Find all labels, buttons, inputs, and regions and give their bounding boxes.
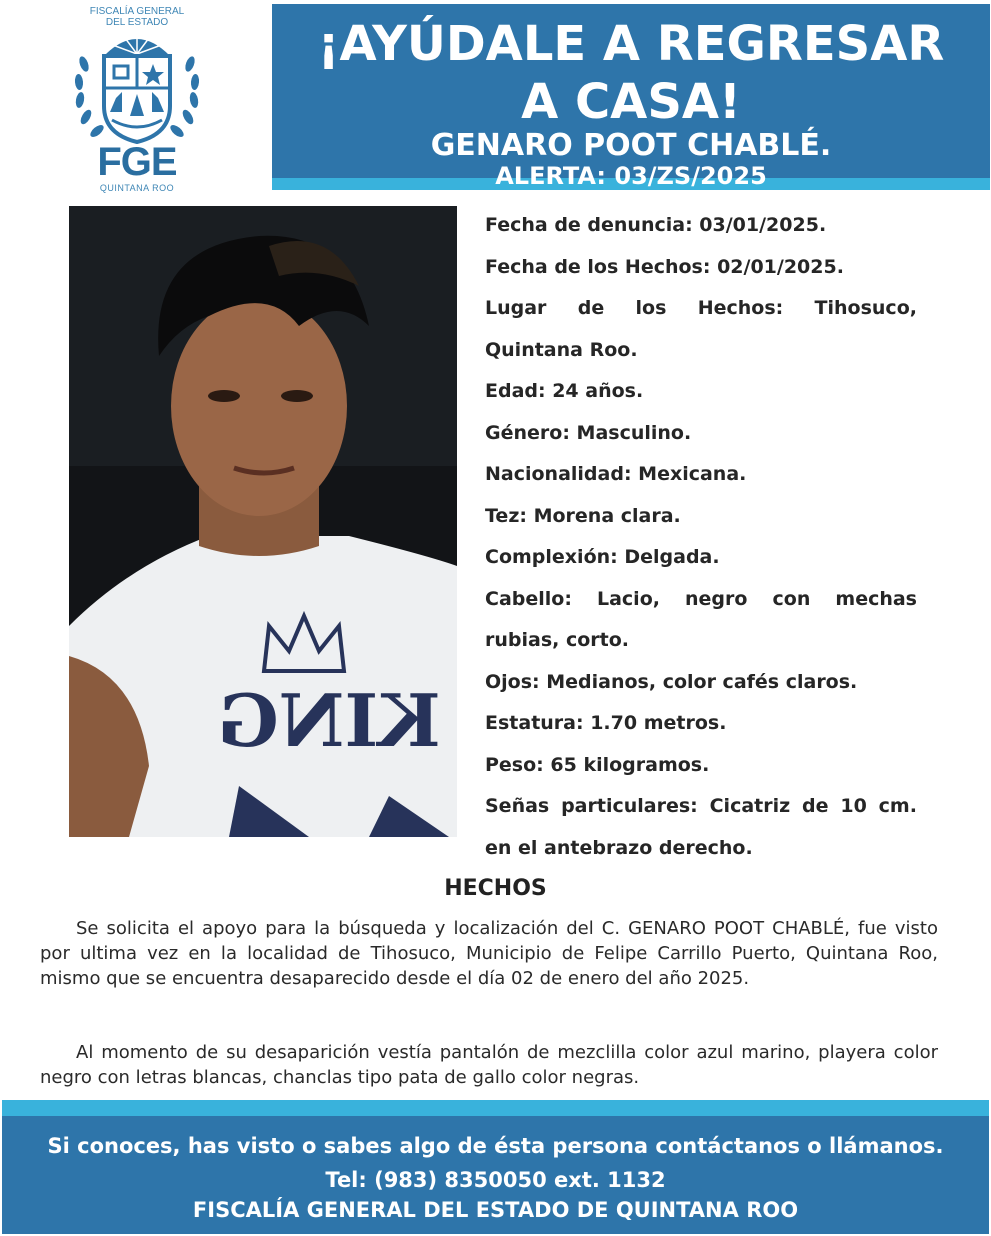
detail-lugar-word: Tihosuco, (814, 297, 917, 319)
detail-lugar-cont: Quintana Roo. (485, 338, 638, 361)
detail-nacionalidad: Nacionalidad: Mexicana. (485, 463, 747, 485)
detail-cabello-word: negro (685, 587, 748, 610)
headline-line2: A CASA! (521, 74, 741, 130)
footer-phone: Tel: (983) 8350050 ext. 1132 (325, 1168, 666, 1192)
person-photo (69, 206, 457, 837)
header-banner (272, 4, 990, 188)
hechos-paragraph-2: Al momento de su desaparición vestía pantalón de mezclilla color azul marino, playera color negro con letras blancas, chanclas tipo pata de gallo color negras. (40, 1042, 938, 1088)
shirt-text: KING (217, 678, 441, 763)
detail-senas-word: 10 (840, 795, 867, 817)
detail-ojos: Ojos: Medianos, color cafés claros. (485, 670, 858, 693)
missing-person-name: GENARO POOT CHABLÉ. (430, 128, 832, 163)
alert-number: ALERTA: 03/ZS/2025 (495, 162, 767, 190)
detail-lugar-word: Hechos: (697, 297, 784, 319)
detail-senas-word: particulares: (561, 795, 698, 817)
fge-logo (64, 6, 210, 192)
hechos-heading: HECHOS (444, 876, 547, 901)
detail-senas-word: de (802, 795, 829, 817)
detail-cabello-word: Lacio, (596, 587, 660, 610)
logo-state: QUINTANA ROO (99, 183, 175, 193)
person-photo-illustration (69, 206, 457, 837)
detail-senas-word: Señas (485, 795, 550, 817)
detail-cabello (485, 579, 917, 621)
detail-lugar (485, 288, 917, 330)
logo-top-line2: DEL ESTADO (105, 17, 169, 28)
detail-senas-word: cm. (878, 795, 917, 817)
detail-lugar-word: los (635, 297, 667, 319)
detail-fecha-denuncia: Fecha de denuncia: 03/01/2025. (485, 214, 827, 236)
footer-agency: FISCALÍA GENERAL DEL ESTADO DE QUINTANA ROO (192, 1198, 799, 1222)
detail-estatura: Estatura: 1.70 metros. (485, 712, 727, 734)
detail-peso: Peso: 65 kilogramos. (485, 753, 710, 776)
detail-cabello-word: Cabello: (485, 587, 572, 610)
footer-accent-line (2, 1100, 989, 1116)
detail-edad: Edad: 24 años. (485, 380, 644, 402)
detail-senas-cont: en el antebrazo derecho. (485, 836, 753, 859)
footer-banner (2, 1116, 989, 1234)
hechos-paragraph-1: Se solicita el apoyo para la búsqueda y localización del C. GENARO POOT CHABLÉ, fue visto por ultima vez en la localidad de Tihosuco, Municipio de Felipe Carrillo Puerto, Quintana Roo, mismo que se encuentra desaparecido desde el día 02 de enero del año 2025. (40, 918, 938, 989)
logo-top-line1: FISCALÍA GENERAL (89, 6, 185, 17)
person-details (485, 205, 917, 869)
detail-senas (485, 786, 917, 828)
logo-acronym: FGE (97, 140, 177, 184)
detail-lugar-word: Lugar (485, 297, 547, 319)
detail-senas-word: Cicatriz (709, 795, 791, 817)
detail-cabello-word: con (772, 587, 811, 610)
footer-call-to-action: Si conoces, has visto o sabes algo de ésta persona contáctanos o llámanos. (47, 1134, 944, 1158)
detail-cabello-cont: rubias, corto. (485, 629, 630, 651)
detail-cabello-word: mechas (835, 587, 917, 610)
detail-lugar-word: de (577, 297, 605, 319)
detail-tez: Tez: Morena clara. (485, 504, 681, 527)
detail-complexion: Complexión: Delgada. (485, 546, 720, 568)
detail-genero: Género: Masculino. (485, 421, 692, 444)
headline-line1: ¡AYÚDALE A REGRESAR (317, 16, 945, 72)
detail-fecha-hechos: Fecha de los Hechos: 02/01/2025. (485, 255, 844, 278)
shield-emblem-icon (70, 24, 204, 154)
